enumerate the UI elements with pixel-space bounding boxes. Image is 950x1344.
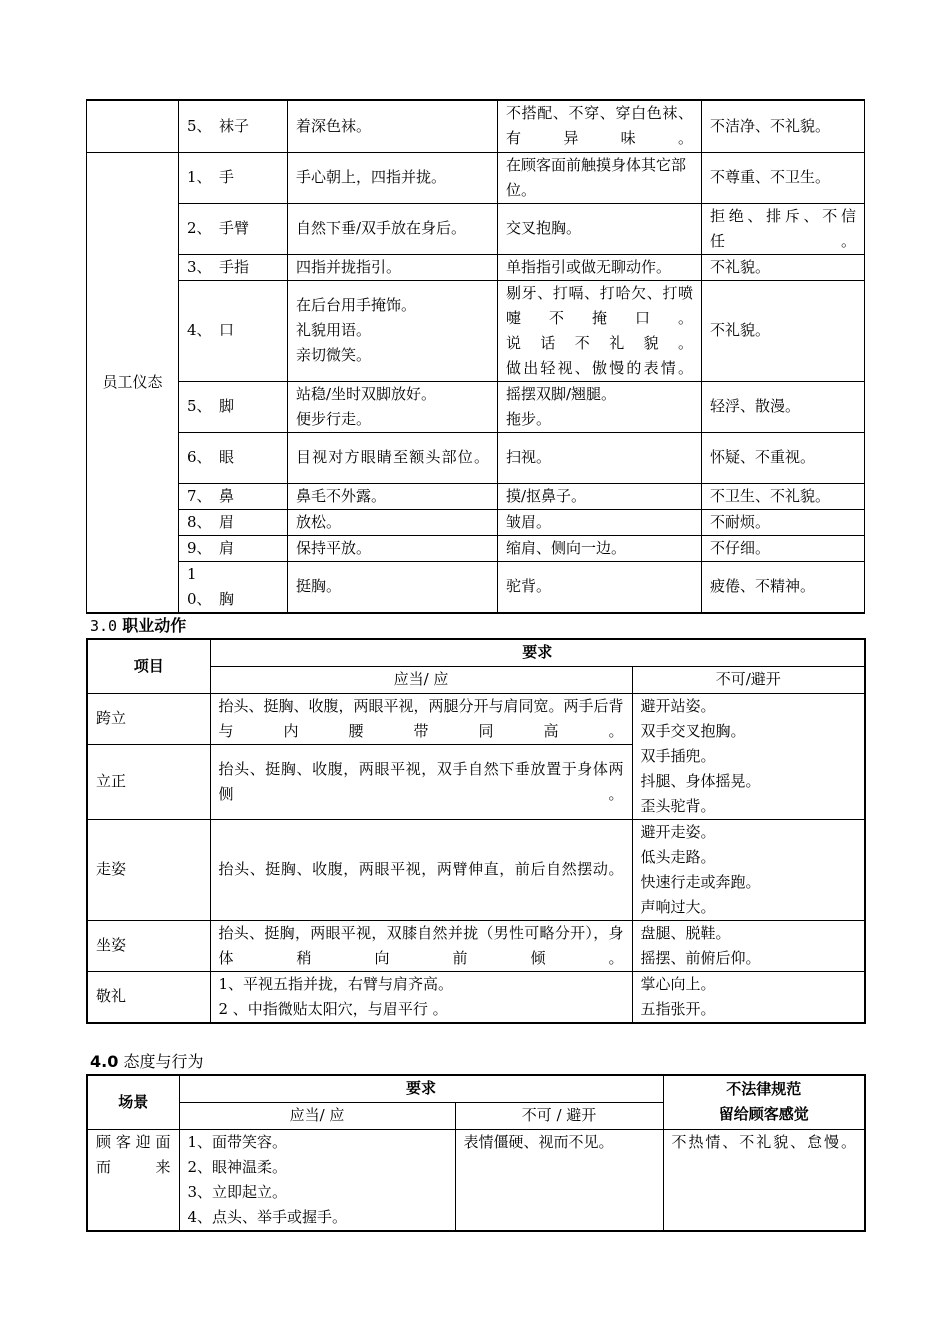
- header-item: 项目: [87, 639, 210, 693]
- should-cell: 着深色袜。: [288, 100, 498, 152]
- should-cell: 放松。: [288, 509, 498, 535]
- feeling-cell: 拒绝、排斥、不信任。: [702, 203, 865, 254]
- scene-cell: 顾客迎面而来: [87, 1129, 179, 1231]
- should-cell: 抬头、挺胸、收腹，两眼平视，两臂伸直，前后自然摆动。: [210, 819, 632, 920]
- table-row: [87, 971, 865, 1023]
- table-row: [87, 152, 865, 203]
- section-title: 态度与行为: [123, 1052, 204, 1071]
- header-avoid: 不可 / 避开: [455, 1102, 663, 1129]
- should-cell: 手心朝上，四指并拢。: [288, 152, 498, 203]
- list-item: 3、立即起立。: [187, 1182, 288, 1201]
- list-item: 1、面带笑容。: [187, 1132, 288, 1151]
- item-cell: 4、 口: [179, 280, 288, 381]
- category-cell: 员工仪态: [87, 152, 179, 613]
- table-header-row: [87, 1075, 865, 1102]
- header-avoid: 不可/避开: [632, 666, 865, 693]
- header-should: 应当/ 应: [210, 666, 632, 693]
- should-cell: 目视对方眼睛至额头部位。: [288, 432, 498, 483]
- etiquette-table: [86, 99, 865, 614]
- item-cell: 7、 鼻: [179, 483, 288, 509]
- item-cell: 敬礼: [87, 971, 210, 1023]
- avoid-cell: 驼背。: [498, 561, 702, 613]
- should-cell: 保持平放。: [288, 535, 498, 561]
- item-cell: 10、 胸: [179, 561, 288, 613]
- avoid-cell: 扫视。: [498, 432, 702, 483]
- section-heading: [90, 1049, 203, 1072]
- table-row: [87, 819, 865, 920]
- feeling-cell: 疲倦、不精神。: [702, 561, 865, 613]
- table-row: [87, 203, 865, 254]
- header-should: 应当/ 应: [179, 1102, 455, 1129]
- feeling-cell: 不耐烦。: [702, 509, 865, 535]
- avoid-cell: 不搭配、不穿、穿白色袜、有异味。: [498, 100, 702, 152]
- header-requirement: 要求: [210, 639, 865, 666]
- should-cell: 1、平视五指并拢，右臂与肩齐高。 2 、中指微贴太阳穴，与眉平行 。: [210, 971, 632, 1023]
- table-row: [87, 535, 865, 561]
- avoid-cell: 掌心向上。 五指张开。: [632, 971, 865, 1023]
- avoid-cell: 表情僵硬、视而不见。: [455, 1129, 663, 1231]
- should-cell: 鼻毛不外露。: [288, 483, 498, 509]
- feeling-cell: 不礼貌。: [702, 280, 865, 381]
- item-cell: 5、 脚: [179, 381, 288, 432]
- should-cell: 四指并拢指引。: [288, 254, 498, 280]
- avoid-cell: 单指指引或做无聊动作。: [498, 254, 702, 280]
- feeling-cell: 轻浮、散漫。: [702, 381, 865, 432]
- header-scene: 场景: [87, 1075, 179, 1129]
- table-row: [87, 509, 865, 535]
- should-cell: 抬头、挺胸，两眼平视，双膝自然并拢（男性可略分开），身体稍向前倾。: [210, 920, 632, 971]
- header-feeling: 不法律规范 留给顾客感觉: [663, 1075, 865, 1129]
- avoid-cell: 摸/抠鼻子。: [498, 483, 702, 509]
- item-cell: 跨立: [87, 693, 210, 744]
- should-cell: 在后台用手掩饰。 礼貌用语。 亲切微笑。: [288, 280, 498, 381]
- feeling-cell: 怀疑、不重视。: [702, 432, 865, 483]
- table-row: [87, 381, 865, 432]
- item-cell: 3、 手指: [179, 254, 288, 280]
- item-cell: 2、 手臂: [179, 203, 288, 254]
- item-cell: 走姿: [87, 819, 210, 920]
- table-row: [87, 280, 865, 381]
- table-row: [87, 561, 865, 613]
- should-cell: 抬头、挺胸、收腹，两眼平视，双手自然下垂放置于身体两侧。: [210, 744, 632, 819]
- list-item: 4、点头、举手或握手。: [187, 1207, 348, 1226]
- avoid-cell: 避开走姿。 低头走路。 快速行走或奔跑。 声响过大。: [632, 819, 865, 920]
- should-cell: 自然下垂/双手放在身后。: [288, 203, 498, 254]
- item-cell: 坐姿: [87, 920, 210, 971]
- should-cell: [179, 1129, 455, 1231]
- section-number: 4.0: [90, 1052, 119, 1071]
- list-item: 2、眼神温柔。: [187, 1157, 288, 1176]
- category-cell-empty: [87, 100, 179, 152]
- attitude-table: [86, 1074, 866, 1232]
- table-row: [87, 1129, 865, 1231]
- feeling-cell: 不仔细。: [702, 535, 865, 561]
- feeling-cell: 不尊重、不卫生。: [702, 152, 865, 203]
- table-row: [87, 693, 865, 744]
- avoid-cell: 避开站姿。 双手交叉抱胸。 双手插兜。 抖腿、身体摇晃。 歪头驼背。: [632, 693, 865, 819]
- avoid-cell: 在顾客面前触摸身体其它部位。: [498, 152, 702, 203]
- feeling-cell: 不热情、不礼貌、怠慢。: [663, 1129, 865, 1231]
- item-cell: 立正: [87, 744, 210, 819]
- avoid-cell: 剔牙、打嗝、打哈欠、打喷嚏不掩口。 说话不礼貌。 做出轻视、傲慢的表情。: [498, 280, 702, 381]
- avoid-cell: 皱眉。: [498, 509, 702, 535]
- feeling-cell: 不卫生、不礼貌。: [702, 483, 865, 509]
- section-number: 3.0: [90, 617, 118, 635]
- table-header-row: [87, 639, 865, 666]
- avoid-cell: 摇摆双脚/翘腿。 拖步。: [498, 381, 702, 432]
- table-row: [87, 920, 865, 971]
- should-cell: 挺胸。: [288, 561, 498, 613]
- feeling-cell: 不礼貌。: [702, 254, 865, 280]
- should-cell: 抬头、挺胸、收腹，两眼平视，两腿分开与肩同宽。两手后背与内腰带同高。: [210, 693, 632, 744]
- avoid-cell: 盘腿、脱鞋。 摇摆、前俯后仰。: [632, 920, 865, 971]
- section-heading: [90, 613, 186, 636]
- table-row: [87, 254, 865, 280]
- item-cell: 8、 眉: [179, 509, 288, 535]
- table-row: [87, 483, 865, 509]
- item-cell: 9、 肩: [179, 535, 288, 561]
- item-cell: 5、 袜子: [179, 100, 288, 152]
- should-cell: 站稳/坐时双脚放好。 便步行走。: [288, 381, 498, 432]
- actions-table: [86, 638, 866, 1024]
- table-row: [87, 432, 865, 483]
- section-title: 职业动作: [122, 616, 187, 635]
- header-requirement: 要求: [179, 1075, 663, 1102]
- item-cell: 1、 手: [179, 152, 288, 203]
- avoid-cell: 交叉抱胸。: [498, 203, 702, 254]
- feeling-cell: 不洁净、不礼貌。: [702, 100, 865, 152]
- table-row: [87, 100, 865, 152]
- avoid-cell: 缩肩、侧向一边。: [498, 535, 702, 561]
- item-cell: 6、 眼: [179, 432, 288, 483]
